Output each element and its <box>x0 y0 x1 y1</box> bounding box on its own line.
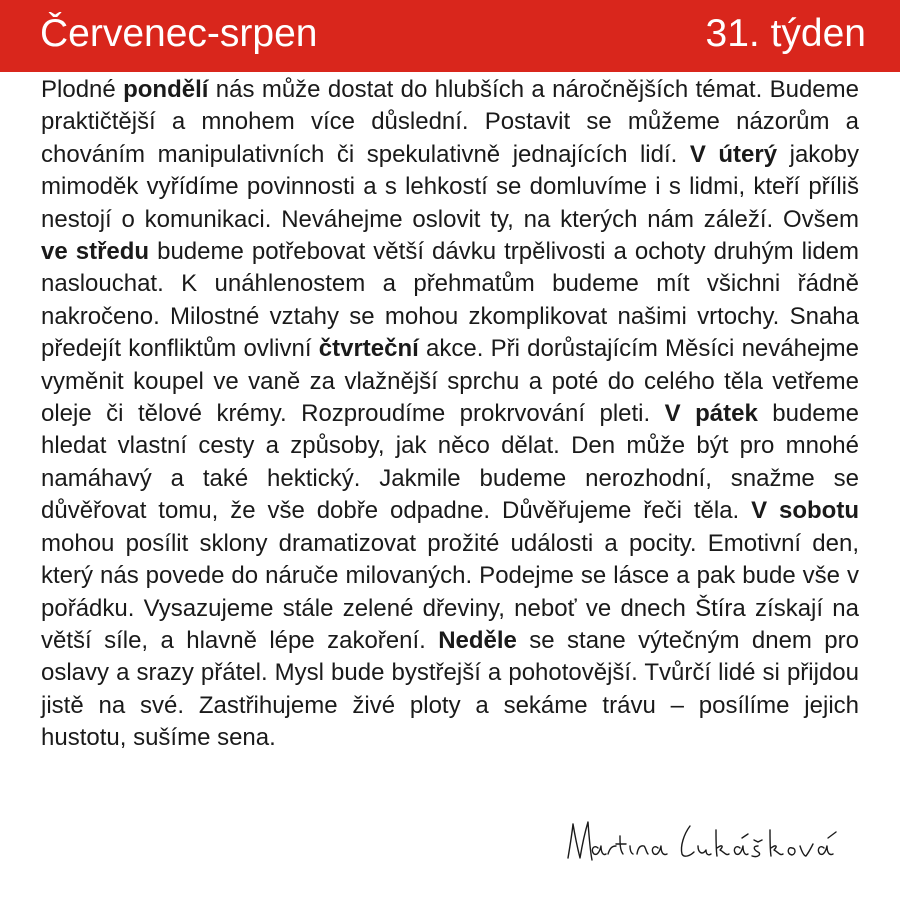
text-run: budeme hledat vlastní cesty a způsoby, jak něco dělat. Den může být pro mnohé namáhavý a také hektický. Jakmile budeme nerozhodní, snažme se důvěřovat tomu, že vše dobře odpadne. Důvěřujeme řeči těla. <box>41 400 859 525</box>
day-highlight: ve středu <box>41 238 150 266</box>
article-body <box>41 74 859 755</box>
header-month: Červenec-srpen <box>40 11 318 55</box>
text-run: mohou posílit sklony dramatizovat prožité události a pocity. Emotivní den, který nás povede do náruče milovaných. Podejme se lásce a pak bude vše v pořádku. Vysazujeme stále zelené dřeviny, neboť ve dnech Štíra získají na větší síle, a hlavně lépe zakoření. <box>41 529 859 654</box>
text-run: Plodné <box>41 76 124 103</box>
day-highlight: V sobotu <box>751 497 859 525</box>
text-run: se stane výtečným dnem pro oslavy a srazy přátel. Mysl bude bystřejší a pohotovější. Tvůrčí lidé si přijdou jistě na své. Zastřihujeme živé ploty a sekáme trávu – posílíme jejich hustotu, sušíme sena. <box>41 626 859 752</box>
text-run: nás může dostat do hlubších a náročnějších témat. Budeme praktičtější a mnohem více důslední. Postavit se můžeme názorům a chováním manipulativních či spekulativně jednajících lidí. <box>41 76 859 168</box>
signature <box>560 808 880 870</box>
day-highlight: Neděle <box>438 626 517 654</box>
header-week: 31. týden <box>705 11 866 55</box>
day-highlight: pondělí <box>123 76 209 103</box>
text-run: akce. Při dorůstajícím Měsíci neváhejme vyměnit koupel ve vaně za vlažnější sprchu a poté do celého těla vetřeme oleje či tělové krémy. Rozproudíme prokrvování pleti. <box>41 335 859 428</box>
text-run: budeme potřebovat větší dávku trpělivosti a ochoty druhým lidem naslouchat. K unáhlenostem a přehmatům budeme mít všichni řádně nakročeno. Milostné vztahy se mohou zkomplikovat našimi vrtochy. Snaha předejít konfliktům ovlivní <box>41 238 859 363</box>
page-header <box>0 0 900 72</box>
day-highlight: V úterý <box>689 140 778 168</box>
day-highlight: čtvrteční <box>318 335 419 363</box>
day-highlight: V pátek <box>664 400 758 428</box>
text-run: jakoby mimoděk vyřídíme povinnosti a s lehkostí se domluvíme i s lidmi, kteří příliš nestojí o komunikaci. Neváhejme oslovit ty, na kterých nám záleží. Ovšem <box>41 140 859 233</box>
